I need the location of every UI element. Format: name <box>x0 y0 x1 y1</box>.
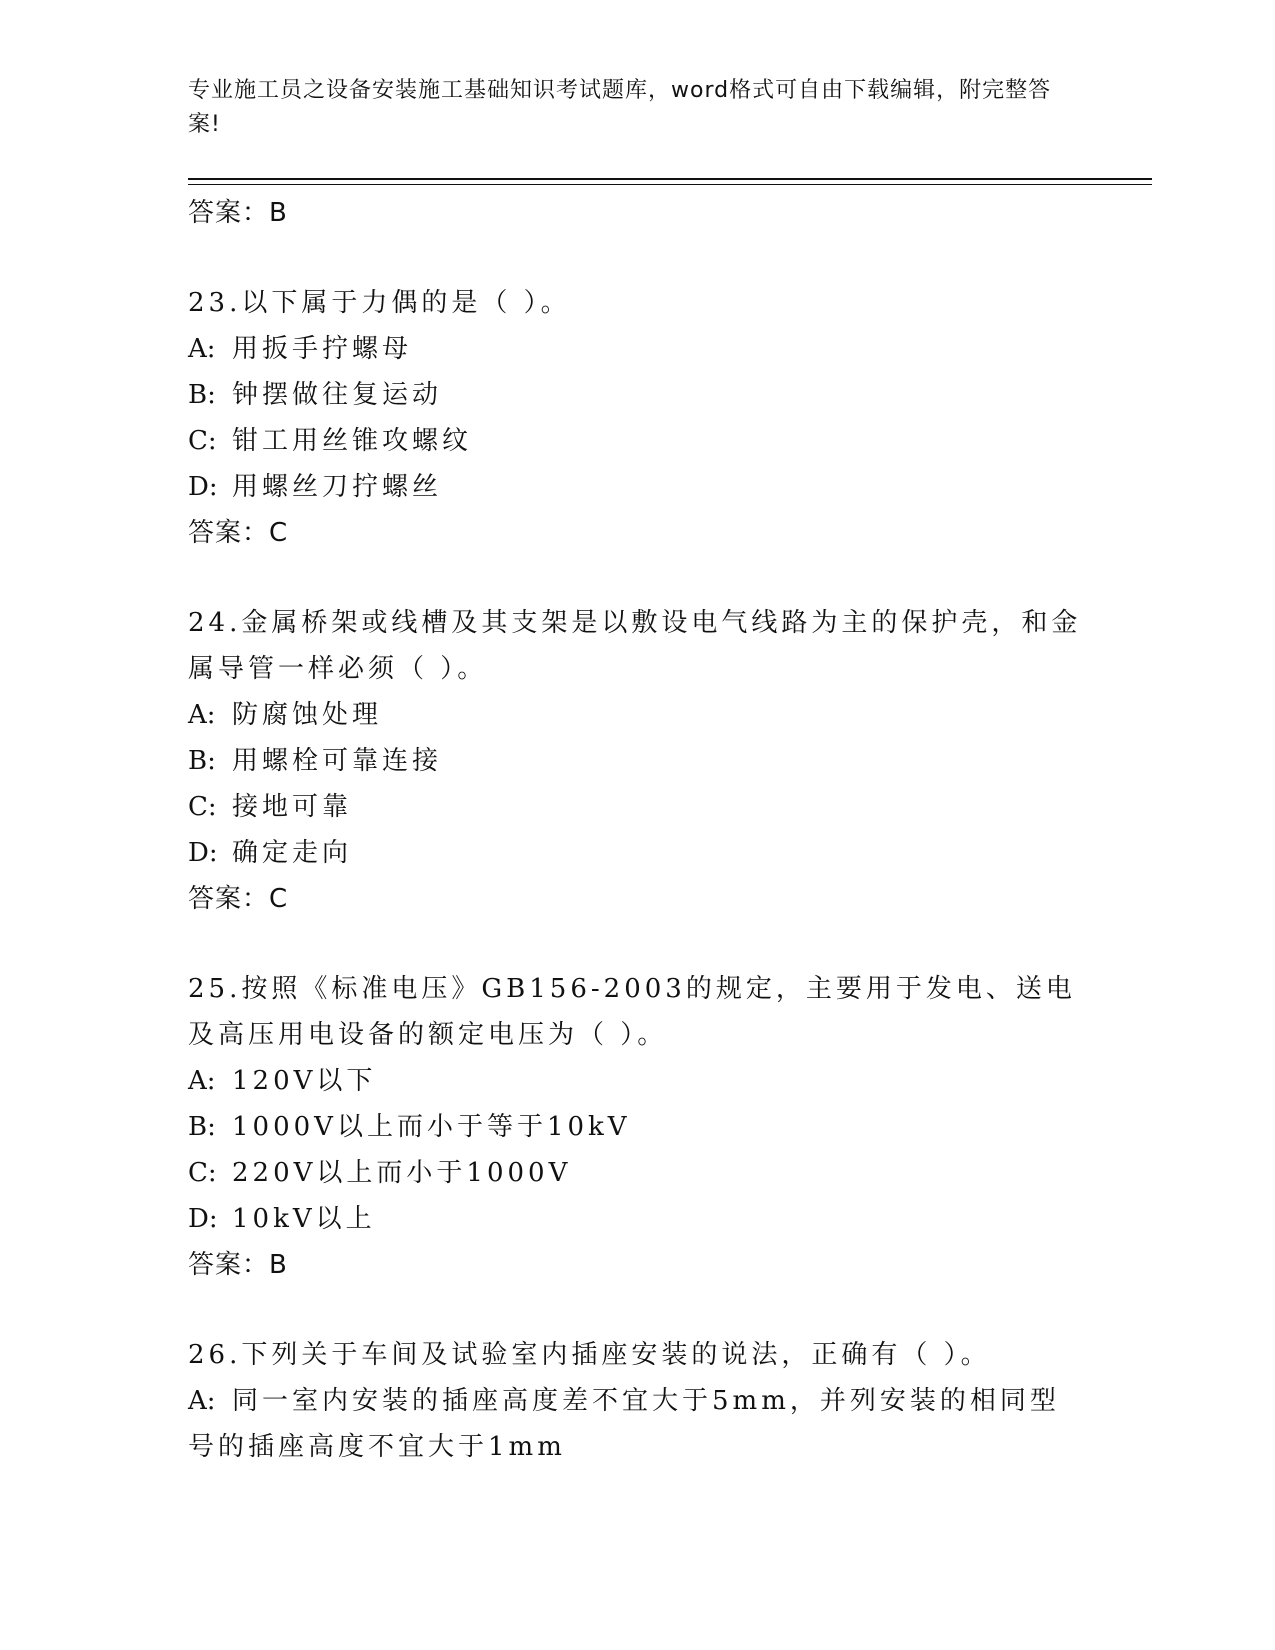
document-header: 专业施工员之设备安装施工基础知识考试题库，word格式可自由下载编辑，附完整答案! <box>188 78 1052 137</box>
answer-line: 答案：C <box>188 884 289 914</box>
document-body <box>188 190 1088 1470</box>
header-divider <box>188 178 1152 180</box>
option-c: C: 钳工用丝锥攻螺纹 <box>188 426 473 456</box>
question-text: 24.金属桥架或线槽及其支架是以敷设电气线路为主的保护壳，和金属导管一样必须（ ）。 <box>188 608 1082 684</box>
option-c: C: 接地可靠 <box>188 792 353 822</box>
option-a: A: 120V以下 <box>188 1066 377 1096</box>
option-d: D: 10kV以上 <box>188 1204 376 1234</box>
question-23 <box>188 280 1088 556</box>
option-b: B: 钟摆做往复运动 <box>188 380 443 410</box>
option-b: B: 1000V以上而小于等于10kV <box>188 1112 631 1142</box>
option-a: A: 同一室内安装的插座高度差不宜大于5mm，并列安装的相同型号的插座高度不宜大于1mm <box>188 1386 1060 1462</box>
question-text: 23.以下属于力偶的是（ ）。 <box>188 288 571 318</box>
option-c: C: 220V以上而小于1000V <box>188 1158 572 1188</box>
option-a: A: 防腐蚀处理 <box>188 700 383 730</box>
header-divider-thin <box>188 184 1152 185</box>
answer-line: 答案：B <box>188 198 288 228</box>
answer-line: 答案：C <box>188 518 289 548</box>
option-d: D: 确定走向 <box>188 838 353 868</box>
option-a: A: 用扳手拧螺母 <box>188 334 413 364</box>
answer-line: 答案：B <box>188 1250 288 1280</box>
option-b: B: 用螺栓可靠连接 <box>188 746 443 776</box>
question-text: 26.下列关于车间及试验室内插座安装的说法，正确有（ ）。 <box>188 1340 991 1370</box>
question-25 <box>188 966 1088 1288</box>
option-d: D: 用螺丝刀拧螺丝 <box>188 472 443 502</box>
question-26 <box>188 1332 1088 1470</box>
question-text: 25.按照《标准电压》GB156-2003的规定，主要用于发电、送电及高压用电设备的额定电压为（ ）。 <box>188 974 1076 1050</box>
question-24 <box>188 600 1088 922</box>
